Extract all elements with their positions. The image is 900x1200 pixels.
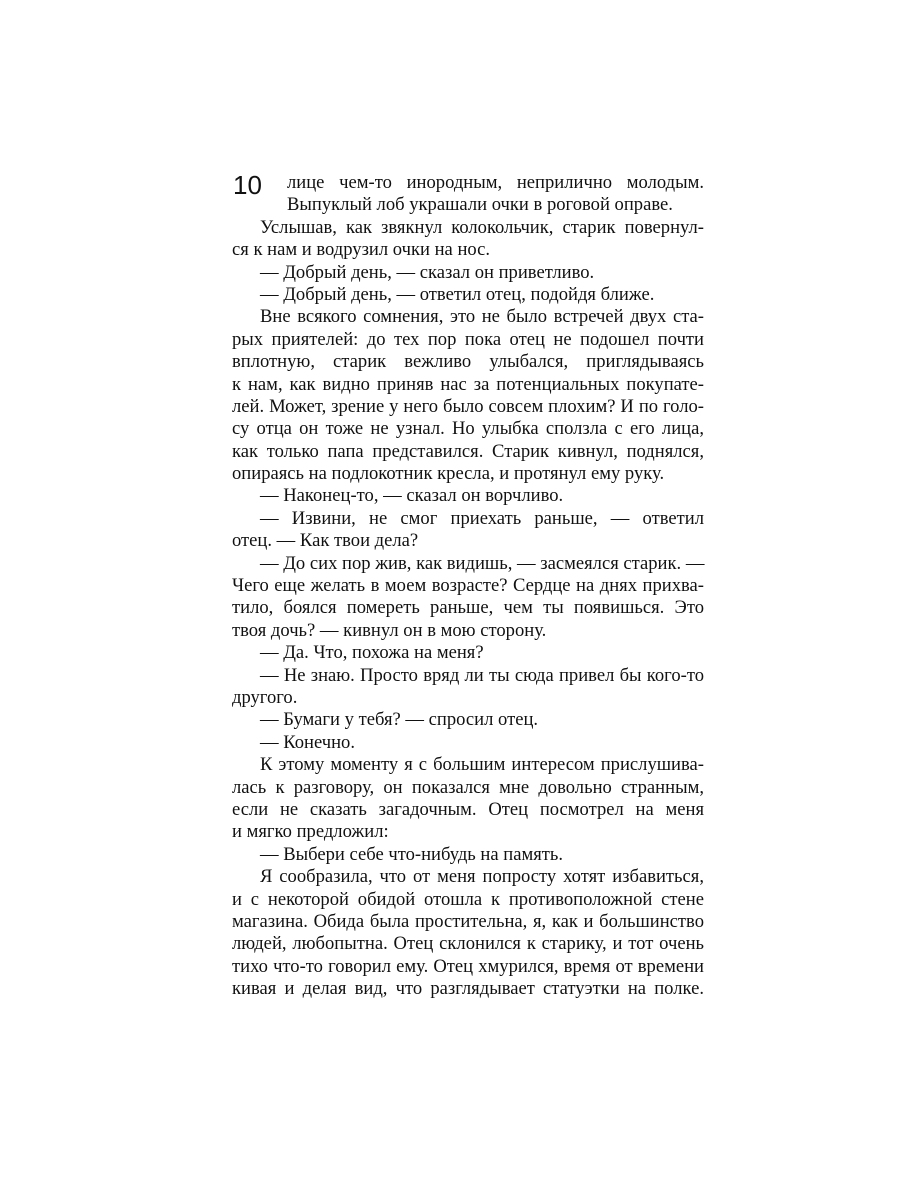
text-line: — Добрый день, — сказал он приветливо. bbox=[260, 261, 595, 283]
text-line: твоя дочь? — кивнул он в мою сторону. bbox=[232, 619, 547, 641]
text-line: к нам, как видно приняв нас за потенциальных покупате- bbox=[232, 373, 704, 395]
text-line: магазина. Обида была простительна, я, как и большинство bbox=[232, 910, 704, 932]
text-line: ся к нам и водрузил очки на нос. bbox=[232, 239, 491, 261]
text-line: лась к разговору, он показался мне довольно странным, bbox=[232, 776, 704, 798]
text-line: Услышав, как звякнул колокольчик, старик повернул- bbox=[260, 216, 704, 238]
text-line: Вне всякого сомнения, это не было встречей двух ста- bbox=[260, 306, 704, 328]
text-line: — Не знаю. Просто вряд ли ты сюда привел бы кого-то bbox=[260, 664, 704, 686]
text-line: — Извини, не смог приехать раньше, — ответил bbox=[260, 507, 704, 529]
text-line: как только папа представился. Старик кивнул, поднялся, bbox=[232, 440, 704, 462]
text-line: тихо что-то говорил ему. Отец хмурился, время от времени bbox=[232, 955, 704, 977]
text-line: если не сказать загадочным. Отец посмотрел на меня bbox=[232, 798, 704, 820]
text-line: К этому моменту я с большим интересом прислушива- bbox=[260, 754, 704, 776]
text-line: Чего еще желать в моем возрасте? Сердце на днях прихва- bbox=[232, 575, 704, 597]
text-line: людей, любопытна. Отец склонился к старику, и тот очень bbox=[232, 933, 704, 955]
text-line: опираясь на подлокотник кресла, и протянул ему руку. bbox=[232, 463, 665, 485]
text-line: су отца он тоже не узнал. Но улыбка сползла с его лица, bbox=[232, 418, 704, 440]
text-line: другого. bbox=[232, 686, 298, 708]
text-line: и с некоторой обидой отошла к противоположной стене bbox=[232, 888, 704, 910]
text-line: Выпуклый лоб украшали очки в роговой оправе. bbox=[287, 194, 673, 216]
text-line: — Да. Что, похожа на меня? bbox=[260, 642, 484, 664]
text-line: — Добрый день, — ответил отец, подойдя ближе. bbox=[260, 283, 655, 305]
body-text bbox=[232, 172, 704, 1000]
page-number: 10 bbox=[233, 170, 262, 200]
text-line: — Бумаги у тебя? — спросил отец. bbox=[260, 709, 539, 731]
text-line: и мягко предложил: bbox=[232, 821, 389, 843]
text-line: вплотную, старик вежливо улыбался, приглядываясь bbox=[232, 351, 704, 373]
text-line: — Наконец-то, — сказал он ворчливо. bbox=[260, 485, 564, 507]
text-line: отец. — Как твои дела? bbox=[232, 530, 419, 552]
text-line: кивая и делая вид, что разглядывает статуэтки на полке. bbox=[232, 978, 704, 1000]
text-line: — До сих пор жив, как видишь, — засмеялся старик. — bbox=[260, 552, 705, 574]
text-line: Я сообразила, что от меня попросту хотят избавиться, bbox=[260, 866, 704, 888]
text-line: — Конечно. bbox=[260, 731, 356, 753]
text-line: тило, боялся помереть раньше, чем ты появишься. Это bbox=[232, 597, 704, 619]
text-line: лице чем-то инородным, неприлично молодым. bbox=[287, 172, 704, 193]
text-line: — Выбери себе что-нибудь на память. bbox=[260, 843, 564, 865]
text-line: рых приятелей: до тех пор пока отец не подошел почти bbox=[232, 328, 704, 350]
text-line: лей. Может, зрение у него было совсем плохим? И по голо- bbox=[232, 395, 704, 417]
